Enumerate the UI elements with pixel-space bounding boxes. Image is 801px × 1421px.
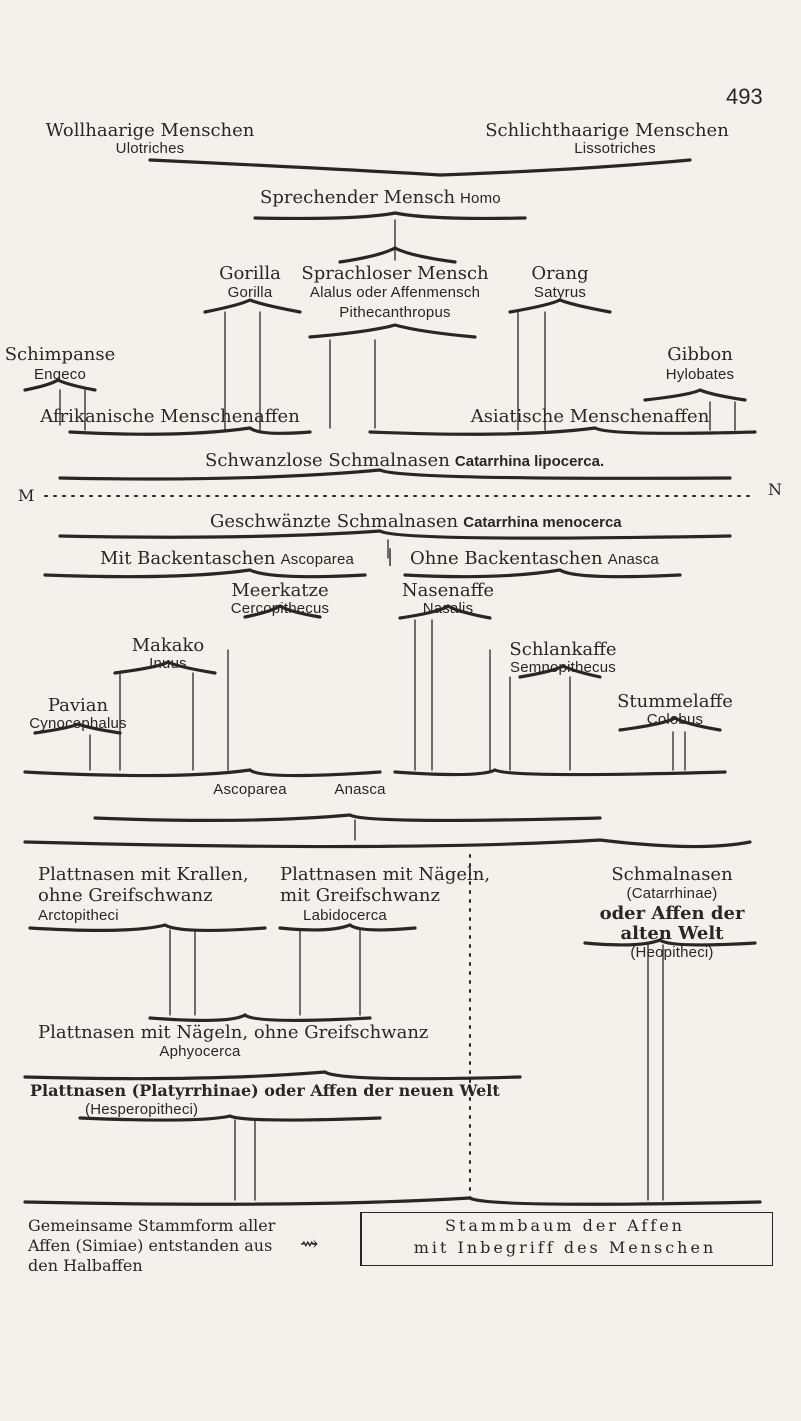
n-label: N (768, 480, 782, 499)
aphyocerca-la: Aphyocerca (159, 1043, 241, 1060)
inuus-de: Makako (131, 635, 205, 656)
old-world-3: oder Affen der (599, 903, 745, 924)
brace-ascoparea (25, 770, 380, 776)
lipocerca-label (205, 452, 604, 470)
arctopitheci-la: Arctopitheci (38, 907, 119, 924)
gorilla-la: Gorilla (227, 284, 273, 301)
legend-line1: Stammbaum der Affen (445, 1216, 685, 1235)
brace-aphyocerca (150, 1015, 370, 1020)
asian-label: Asiatische Menschenaffen (470, 406, 710, 427)
old-world-1: Schmalnasen (611, 864, 733, 885)
menocerca-de: Geschwänzte Schmalnasen (210, 511, 459, 532)
labidocerca-de2: mit Greifschwanz (280, 885, 440, 906)
brace-asian (370, 428, 755, 434)
brace-anasca (395, 770, 725, 775)
colobus-la: Colobus (646, 711, 704, 728)
common-line3: den Halbaffen (28, 1256, 143, 1275)
lipocerca-de: Schwanzlose Schmalnasen (205, 450, 450, 471)
pouch-separator: | (387, 546, 394, 567)
ulotriches-de: Wollhaarige Menschen (45, 120, 255, 141)
gibbon-la: Hylobates (665, 366, 735, 383)
lissotriches-de: Schlichthaarige Menschen (485, 120, 729, 141)
brace-catarrhina (95, 815, 600, 820)
orang-la: Satyrus (533, 284, 587, 301)
brace-root (25, 1198, 760, 1204)
gorilla-de: Gorilla (219, 263, 281, 284)
brace-labidocerca (280, 925, 415, 930)
cynocephalus-de: Pavian (47, 695, 109, 716)
branch-lissotriches (440, 160, 690, 175)
without-pouches-label (410, 550, 659, 568)
semnopithecus-la: Semnopithecus (510, 659, 616, 676)
common-line1: Gemeinsame Stammform aller (28, 1216, 276, 1235)
brace-pithecanthropus (310, 325, 475, 337)
orang-de: Orang (531, 263, 589, 284)
engeco-la: Engeco (33, 366, 87, 383)
colobus-de: Stummelaffe (617, 691, 733, 712)
brace-platyrrhinae (25, 1072, 520, 1079)
arctopitheci-de1: Plattnasen mit Krallen, (38, 864, 249, 885)
brace-gorilla (205, 300, 300, 312)
engeco-de: Schimpanse (4, 344, 116, 365)
branch-ulotriches (150, 160, 440, 175)
alalus-de: Sprachloser Mensch (301, 263, 489, 284)
without-pouches-la: Anasca (607, 551, 659, 568)
anasca-merge: Anasca (334, 781, 386, 798)
african-label: Afrikanische Menschenaffen (40, 406, 300, 427)
menocerca-label (210, 513, 622, 531)
with-pouches-de: Mit Backentaschen (100, 548, 276, 569)
labidocerca-de1: Plattnasen mit Nägeln, (280, 864, 491, 885)
ascoparea-merge: Ascoparea (213, 781, 287, 798)
old-world-4: alten Welt (620, 923, 724, 944)
nasalis-la: Nasalis (422, 600, 474, 617)
lissotriches-la: Lissotriches (574, 140, 656, 157)
homo-la: Homo (460, 190, 501, 207)
brace-orang (510, 300, 610, 312)
ulotriches-la: Ulotriches (115, 140, 185, 157)
brace-gibbon (645, 390, 745, 400)
cynocephalus-la: Cynocephalus (29, 715, 127, 732)
brace-alalus (340, 248, 455, 262)
aphyocerca-de: Plattnasen mit Nägeln, ohne Greifschwanz (38, 1022, 429, 1043)
with-pouches-la: Ascoparea (280, 551, 355, 568)
inuus-la: Inuus (149, 655, 187, 672)
old-world-5: (Heopitheci) (630, 944, 714, 961)
common-line2: Affen (Simiae) entstanden aus (28, 1236, 273, 1255)
brace-lipocerca (60, 470, 730, 479)
platyrrhinae-de: Plattnasen (Platyrrhinae) oder Affen der neuen Welt (30, 1081, 500, 1100)
m-label: M (18, 486, 35, 505)
with-pouches-label (100, 550, 354, 568)
without-pouches-de: Ohne Backentaschen (410, 548, 603, 569)
brace-anasca-top (405, 570, 680, 577)
brace-old-world-top (25, 840, 750, 847)
homo-de: Sprechender Mensch (260, 187, 456, 208)
menocerca-la: Catarrhina menocerca (463, 514, 622, 531)
legend-line2: mit Inbegriff des Menschen (413, 1238, 717, 1257)
brace-african (70, 428, 310, 434)
pithecanthropus-la: Pithecanthropus (339, 304, 451, 321)
branch-homo (255, 213, 525, 218)
arctopitheci-de2: ohne Greifschwanz (38, 885, 213, 906)
brace-arctopitheci (30, 925, 265, 930)
cercopithecus-la: Cercopithecus (230, 600, 330, 617)
platyrrhinae-la: (Hesperopitheci) (85, 1101, 199, 1118)
brace-ascoparea-top (45, 570, 365, 577)
semnopithecus-de: Schlankaffe (509, 639, 617, 660)
brace-menocerca (60, 531, 730, 538)
cercopithecus-de: Meerkatze (231, 580, 329, 601)
nasalis-de: Nasenaffe (401, 580, 495, 601)
gibbon-de: Gibbon (667, 344, 733, 365)
alalus-la: Alalus oder Affenmensch (309, 284, 481, 301)
old-world-2: (Catarrhinae) (626, 885, 718, 902)
page-number: 493 (726, 84, 763, 109)
lipocerca-la: Catarrhina lipocerca. (454, 453, 605, 470)
labidocerca-la: Labidocerca (303, 907, 387, 924)
common-arrow: ⇝ (300, 1232, 319, 1257)
